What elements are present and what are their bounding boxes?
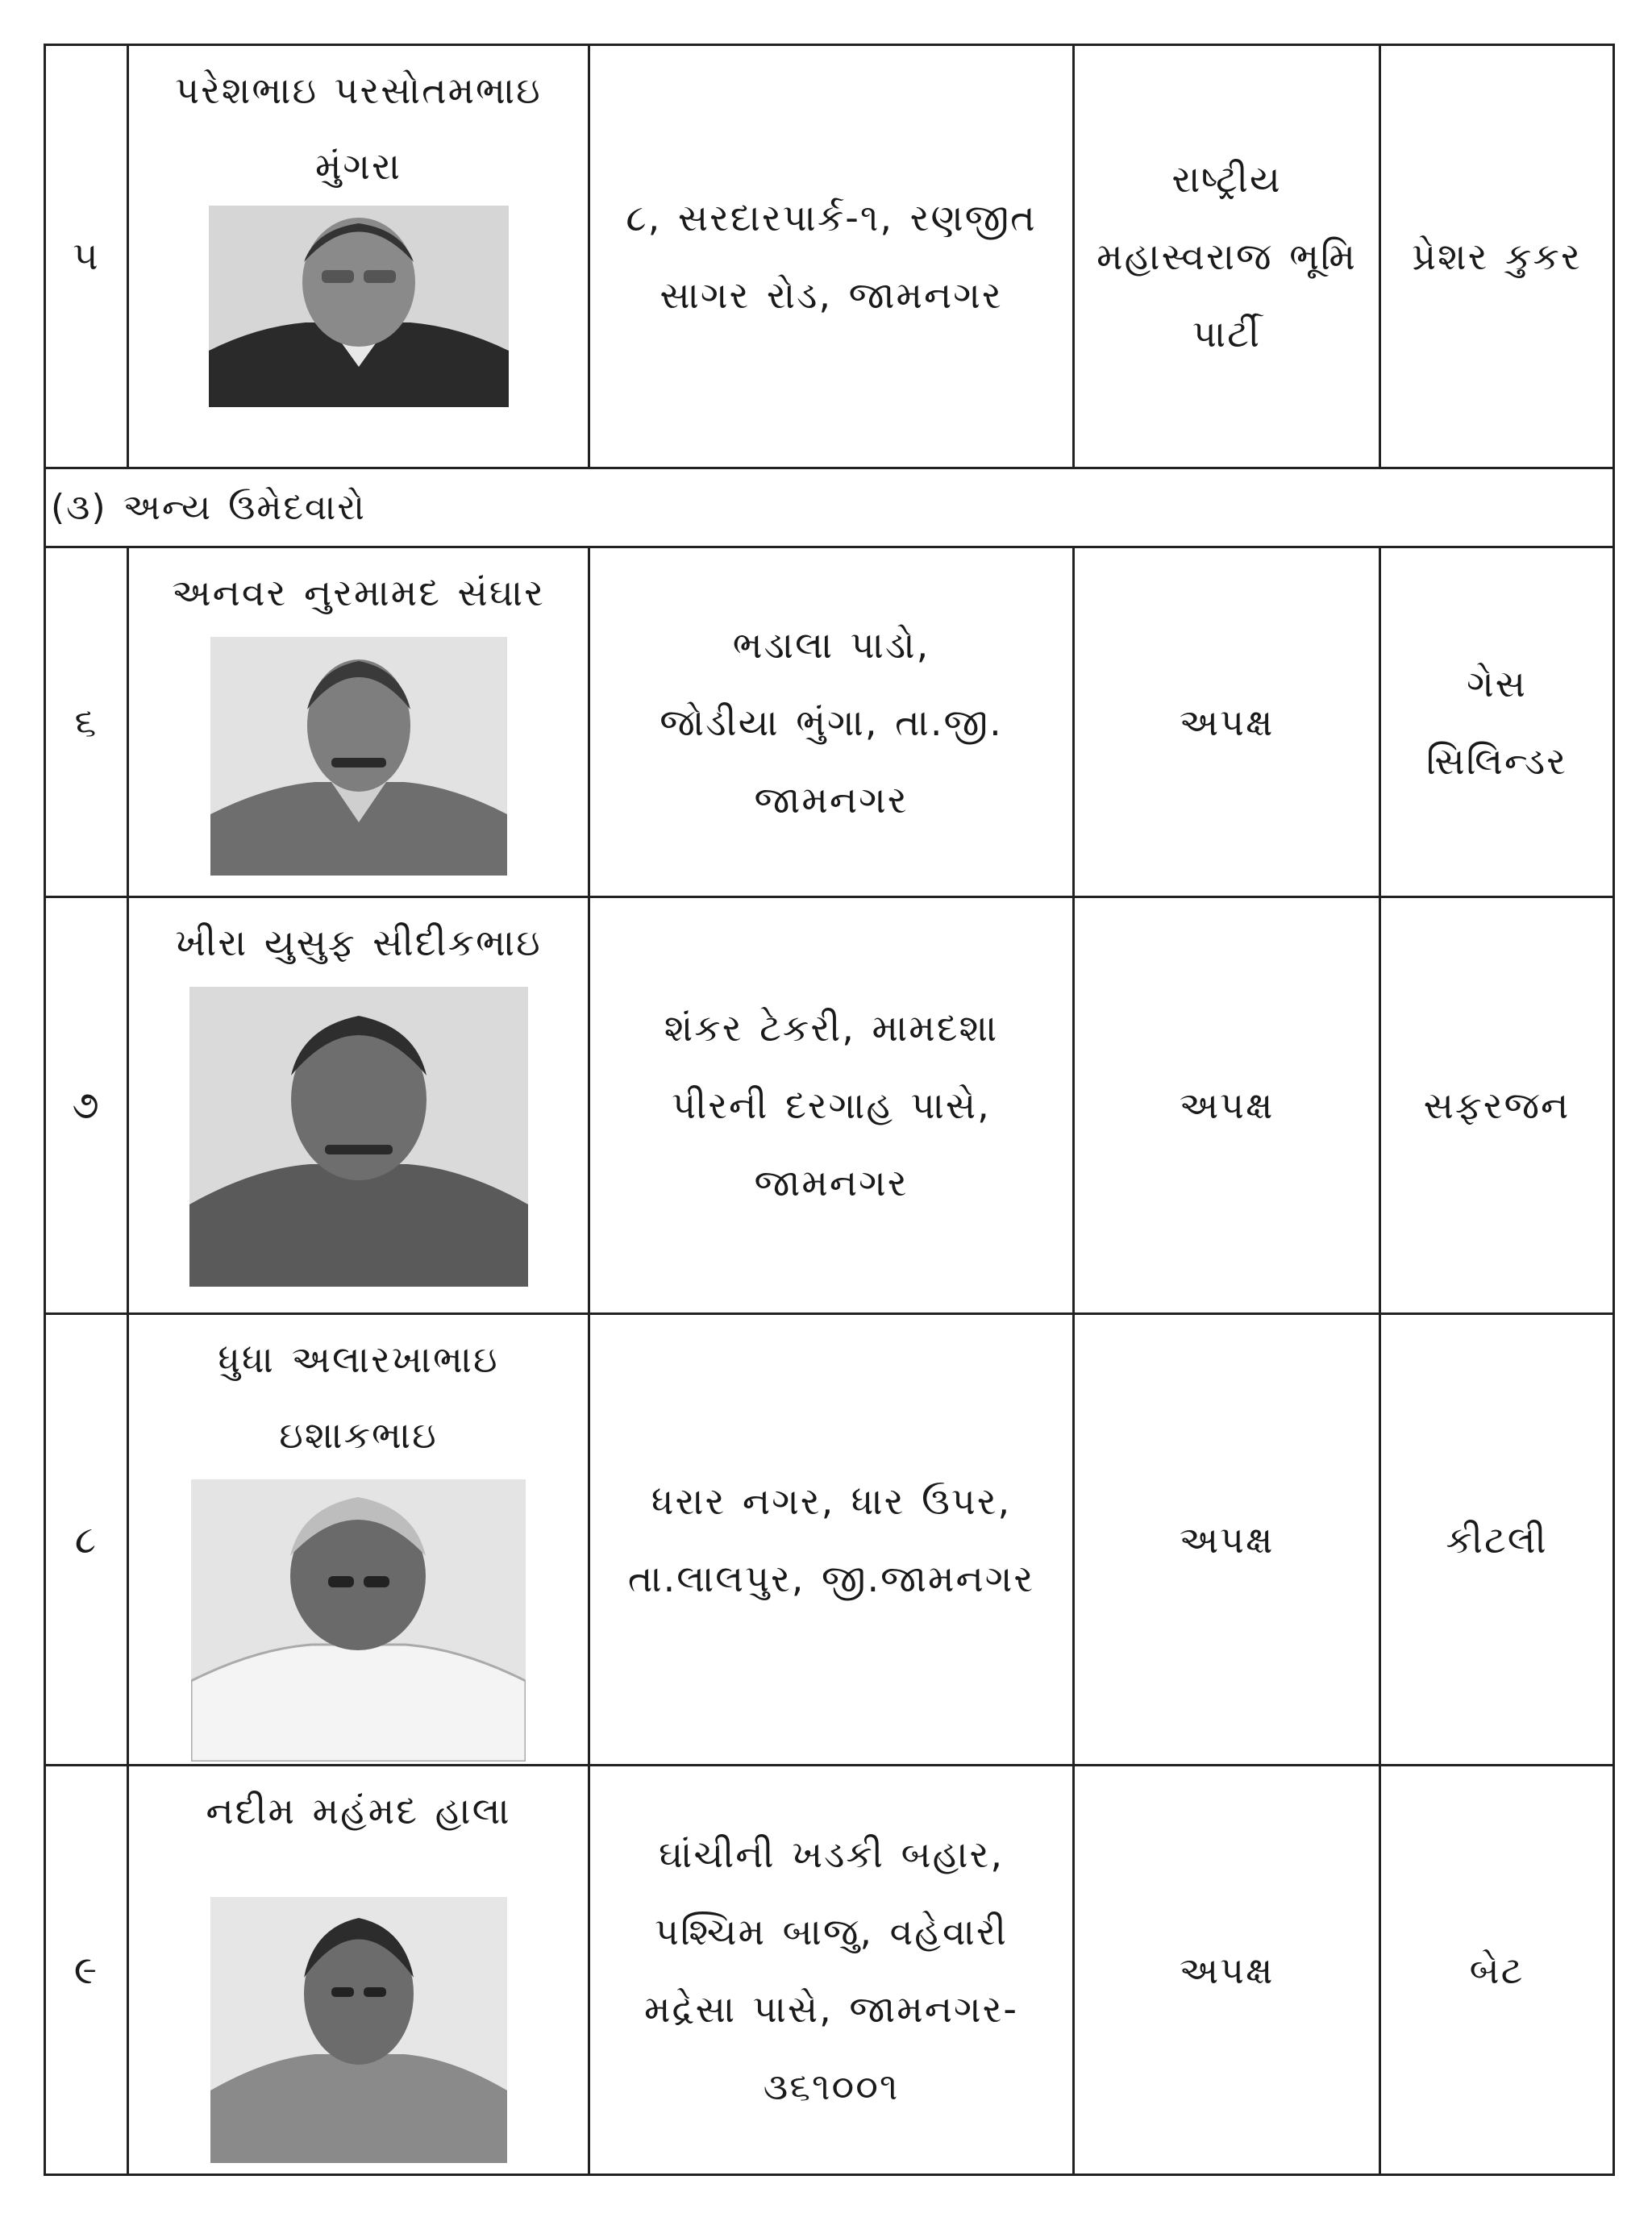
candidate-photo — [191, 1479, 526, 1762]
candidate-name: અનવર નુરમામદ સંઘાર — [172, 571, 545, 614]
candidate-party: અપક્ષ — [1074, 547, 1380, 897]
candidate-symbol: પ્રેશર કુકર — [1380, 45, 1614, 468]
candidate-photo — [210, 637, 507, 876]
serial-number: ૯ — [45, 1766, 128, 2175]
candidate-photo — [209, 206, 509, 407]
serial-number: ૫ — [45, 45, 128, 468]
table-row — [45, 45, 1614, 468]
candidate-party: અપક્ષ — [1074, 1766, 1380, 2175]
serial-number: ૮ — [45, 1314, 128, 1766]
candidate-name-cell — [128, 1314, 589, 1766]
section-row — [45, 468, 1614, 547]
candidate-name: ઇશાકભાઇ — [279, 1413, 438, 1457]
candidate-address: ભડાલા પાડો, જોડીયા ભુંગા, તા.જી. જામનગર — [589, 547, 1074, 897]
table-row — [45, 1314, 1614, 1766]
candidate-address: શંકર ટેકરી, મામદશા પીરની દરગાહ પાસે, જામનગર — [589, 897, 1074, 1314]
candidate-symbol: કીટલી — [1380, 1314, 1614, 1766]
candidate-name: ખીરા યુસુફ સીદીકભાઇ — [175, 921, 542, 964]
candidate-name: નદીમ મહંમદ હાલા — [206, 1789, 511, 1832]
candidate-name: ધુધા અલારખાભાઇ — [218, 1337, 499, 1381]
table-row — [45, 547, 1614, 897]
candidate-address: ૮, સરદારપાર્ક-૧, રણજીત સાગર રોડ, જામનગર — [589, 45, 1074, 468]
candidate-name-cell — [128, 897, 589, 1314]
candidate-symbol: બેટ — [1380, 1766, 1614, 2175]
candidate-party: અપક્ષ — [1074, 897, 1380, 1314]
candidate-party: અપક્ષ — [1074, 1314, 1380, 1766]
candidate-photo — [210, 1897, 507, 2163]
table-row — [45, 897, 1614, 1314]
candidate-symbol: ગેસ સિલિન્ડર — [1380, 547, 1614, 897]
serial-number: ૭ — [45, 897, 128, 1314]
candidate-name-cell — [128, 547, 589, 897]
candidate-address: ઘાંચીની ખડકી બહાર, પશ્ચિમ બાજુ, વહેવારી મદ્રેસા પાસે, જામનગર- ૩૬૧૦૦૧ — [589, 1766, 1074, 2175]
table-row — [45, 1766, 1614, 2175]
section-heading: (૩) અન્ય ઉમેદવારો — [45, 468, 1614, 547]
candidate-party: રાષ્ટ્રીય મહાસ્વરાજ ભૂમિ પાર્ટી — [1074, 45, 1380, 468]
candidate-name-cell — [128, 1766, 589, 2175]
candidate-name: મુંગરા — [314, 144, 402, 188]
candidate-symbol: સફરજન — [1380, 897, 1614, 1314]
candidate-name: પરેશભાઇ પરસોતમભાઇ — [175, 69, 542, 112]
candidate-table — [44, 44, 1615, 2176]
serial-number: ૬ — [45, 547, 128, 897]
candidate-name-cell — [128, 45, 589, 468]
candidate-address: ધરાર નગર, ધાર ઉપર, તા.લાલપુર, જી.જામનગર — [589, 1314, 1074, 1766]
candidate-photo — [189, 987, 528, 1287]
